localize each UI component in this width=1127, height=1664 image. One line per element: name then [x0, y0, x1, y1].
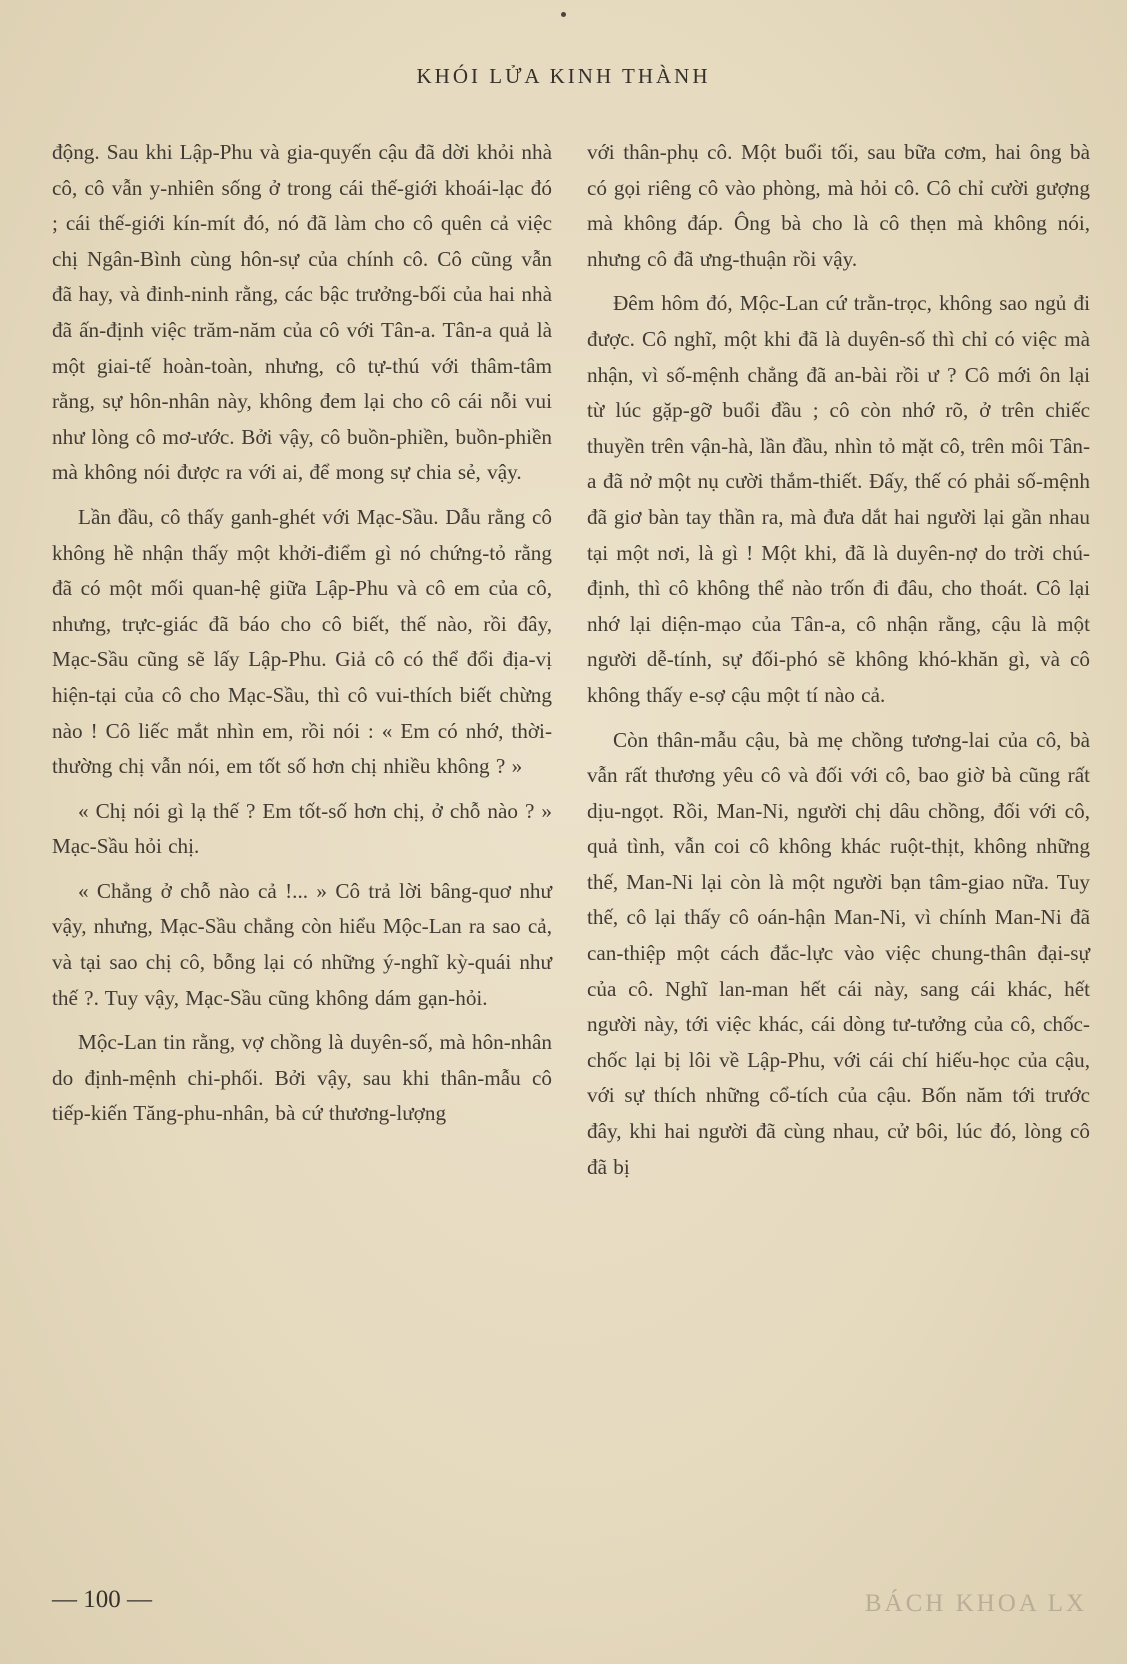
- paragraph: « Chị nói gì lạ thế ? Em tốt-số hơn chị, ở chỗ nào ? » Mạc-Sầu hỏi chị.: [52, 798, 552, 859]
- running-header-title: KHÓI LỬA KINH THÀNH: [416, 64, 711, 88]
- paragraph: Còn thân-mẫu cậu, bà mẹ chồng tương-lai của cô, bà vẫn rất thương yêu cô và đối với cô, bao giờ bà cũng rất dịu-ngọt. Rồi, Man-Ni, người chị dâu chồng, đối với cô, quả tình, vẫn coi cô không khác ruột-thịt, không những thế, Man-Ni lại còn là một người bạn tâm-giao nữa. Tuy thế, cô lại thấy cô oán-hận Man-Ni, vì chính Man-Ni đã can-thiệp một cách đắc-lực vào việc chung-thân đại-sự của cô. Nghĩ lan-man hết cái này, sang cái khác, hết người này, tới việc khác, cái dòng tư-tưởng của cô, chốc-chốc lại bị lôi về Lập-Phu, với cái chí hiếu-học của cậu, với sự thích những cổ-tích của cậu. Bốn năm tới trước đây, khi hai người đã cùng nhau, cử bôi, lúc đó, lòng cô đã bị: [587, 727, 1090, 1179]
- paragraph: Lần đầu, cô thấy ganh-ghét với Mạc-Sầu. Dẫu rằng cô không hề nhận thấy một khởi-điểm gì nó chứng-tỏ rằng đã có một mối quan-hệ giữa Lập-Phu và cô em của cô, nhưng, trực-giác đã báo cho cô biết, thế nào, rồi đây, Mạc-Sầu cũng sẽ lấy Lập-Phu. Giả cô có thể đổi địa-vị hiện-tại của cô cho Mạc-Sầu, thì cô vui-thích biết chừng nào ! Cô liếc mắt nhìn em, rồi nói : « Em có nhớ, thời-thường chị vẫn nói, em tốt số hơn chị nhiều không ? »: [52, 504, 552, 779]
- top-dot-mark: [561, 12, 566, 17]
- paragraph: Mộc-Lan tin rằng, vợ chồng là duyên-số, mà hôn-nhân do định-mệnh chi-phối. Bởi vậy, sau khi thân-mẫu cô tiếp-kiến Tăng-phu-nhân, bà cứ thương-lượng: [52, 1030, 552, 1126]
- paragraph: « Chẳng ở chỗ nào cả !... » Cô trả lời bâng-quơ như vậy, nhưng, Mạc-Sầu chẳng còn hiểu Mộc-Lan ra sao cả, và tại sao chị cô, bỗng lại có những ý-nghĩ kỳ-quái như thế ?. Tuy vậy, Mạc-Sầu cũng không dám gạn-hỏi.: [52, 878, 552, 1010]
- paragraph: Đêm hôm đó, Mộc-Lan cứ trằn-trọc, không sao ngủ đi được. Cô nghĩ, một khi đã là duyên-số thì chỉ có việc mà nhận, vì số-mệnh chẳng đã an-bài rồi ư ? Cô mới ôn lại từ lúc gặp-gỡ buổi đầu ; cô còn nhớ rõ, ở trên chiếc thuyền trên vận-hà, lần đầu, nhìn tỏ mặt cô, trên môi Tân-a đã nở một nụ cười thắm-thiết. Đấy, thế có phải số-mệnh đã giơ bàn tay thần ra, mà đưa dắt hai người lại gần nhau tại một nơi, là gì ! Một khi, đã là duyên-nợ do trời chú-định, thì cô không thể nào trốn đi đâu, cho thoát. Cô lại nhớ lại diện-mạo của Tân-a, cô nhận rằng, cậu là một người dễ-tính, sự đối-phó sẽ không khó-khăn gì, và cô không thấy e-sợ cậu một tí nào cả.: [587, 291, 1090, 707]
- paragraph: với thân-phụ cô. Một buổi tối, sau bữa cơm, hai ông bà có gọi riêng cô vào phòng, mà hỏi cô. Cô chỉ cười gượng mà không đáp. Ông bà cho là cô thẹn mà không nói, nhưng cô đã ưng-thuận rồi vậy.: [587, 140, 1090, 271]
- left-column: [52, 135, 552, 1141]
- paragraph: động. Sau khi Lập-Phu và gia-quyến cậu đã dời khỏi nhà cô, cô vẫn y-nhiên sống ở trong cái thế-giới khoái-lạc đó ; cái thế-giới kín-mít đó, nó đã làm cho cô quên cả việc chị Ngân-Bình cùng hôn-sự của chính cô. Cô cũng vẫn đã hay, và đinh-ninh rằng, các bậc trưởng-bối của hai nhà đã ấn-định việc trăm-năm của cô với Tân-a. Tân-a quả là một giai-tế hoàn-toàn, nhưng, cô tự-thú với thâm-tâm rằng, sự hôn-nhân này, không đem lại cho cô cái nỗi vui như lòng cô mơ-ước. Bởi vậy, cô buồn-phiền, buồn-phiền mà không nói được ra với ai, để mong sự chia sẻ, vậy.: [52, 140, 552, 485]
- page-number: — 100 —: [52, 1586, 152, 1613]
- right-column: [587, 135, 1090, 1194]
- magazine-name: BÁCH KHOA LX: [864, 1590, 1087, 1617]
